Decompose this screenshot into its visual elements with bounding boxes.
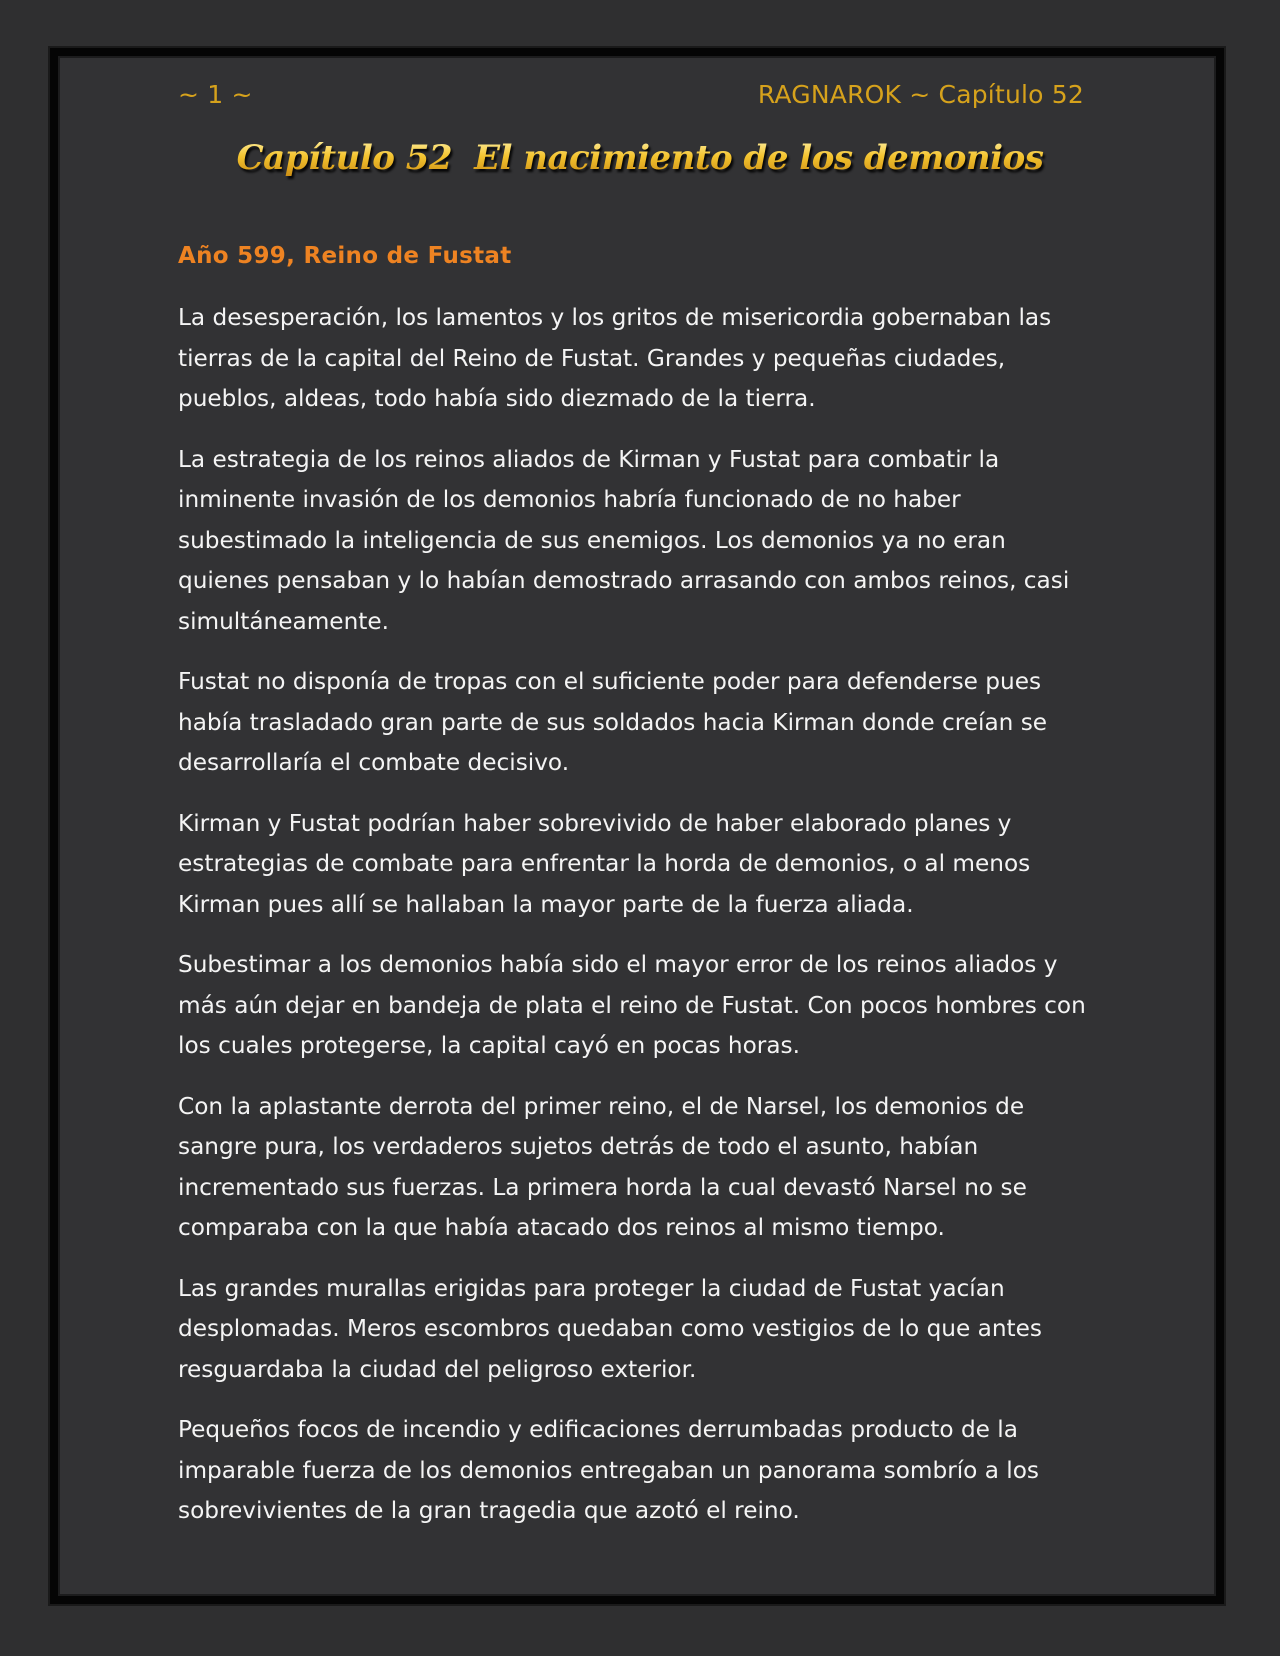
running-title: RAGNAROK ~ Capítulo 52 (757, 79, 1084, 109)
paragraph-3: Fustat no disponía de tropas con el suficiente poder para defenderse pues había trasladado gran parte de sus soldados hacia Kirman donde creían se desarrollaría el combate decisivo. (178, 668, 1048, 776)
section-subtitle: Año 599, Reino de Fustat (178, 243, 512, 269)
chapter-number: Capítulo 52 (236, 138, 453, 178)
paragraph-5: Subestimar a los demonios había sido el mayor error de los reinos aliados y más aún dejar en bandeja de plata el reino de Fustat. Con pocos hombres con los cuales protegerse, la capital cayó en pocas horas. (178, 951, 1086, 1059)
paragraph-7: Las grandes murallas erigidas para proteger la ciudad de Fustat yacían desplomadas. Meros escombros quedaban como vestigios de lo que antes resguardaba la ciudad del peligroso exterior. (178, 1274, 1042, 1383)
chapter-name: El nacimiento de los demonios (474, 138, 1044, 178)
paragraph-8: Pequeños focos de incendio y edificaciones derrumbadas producto de la imparable fuerza de los demonios entregaban un panorama sombrío a los sobrevivientes de la gran tragedia que azotó el reino. (178, 1416, 1040, 1524)
paragraph-1: La desesperación, los lamentos y los gritos de misericordia gobernaban las tierras de la capital del Reino de Fustat. Grandes y pequeñas ciudades, pueblos, aldeas, todo había sido diezmado de la tierra. (178, 304, 1052, 412)
paragraph-4: Kirman y Fustat podrían haber sobrevivido de haber elaborado planes y estrategias de combate para enfrentar la horda de demonios, o al menos Kirman pues allí se hallaban la mayor parte de la fuerza aliada. (178, 809, 1031, 918)
page-number: ~ 1 ~ (178, 79, 253, 109)
paragraph-2: La estrategia de los reinos aliados de Kirman y Fustat para combatir la inminente invasión de los demonios habría funcionado de no haber subestimado la inteligencia de sus enemigos. Los demonios ya no eran quienes pensaban y lo habían demostrado arrasando con ambos reinos, casi simultáneamente. (178, 445, 1070, 635)
chapter-title (0, 138, 1280, 178)
running-header (178, 74, 1084, 114)
chapter-body (178, 236, 1098, 1552)
paragraph-6: Con la aplastante derrota del primer reino, el de Narsel, los demonios de sangre pura, los verdaderos sujetos detrás de todo el asunto, habían incrementado sus fuerzas. La primera horda la cual devastó Narsel no se comparaba con la que había atacado dos reinos al mismo tiempo. (178, 1092, 1027, 1241)
